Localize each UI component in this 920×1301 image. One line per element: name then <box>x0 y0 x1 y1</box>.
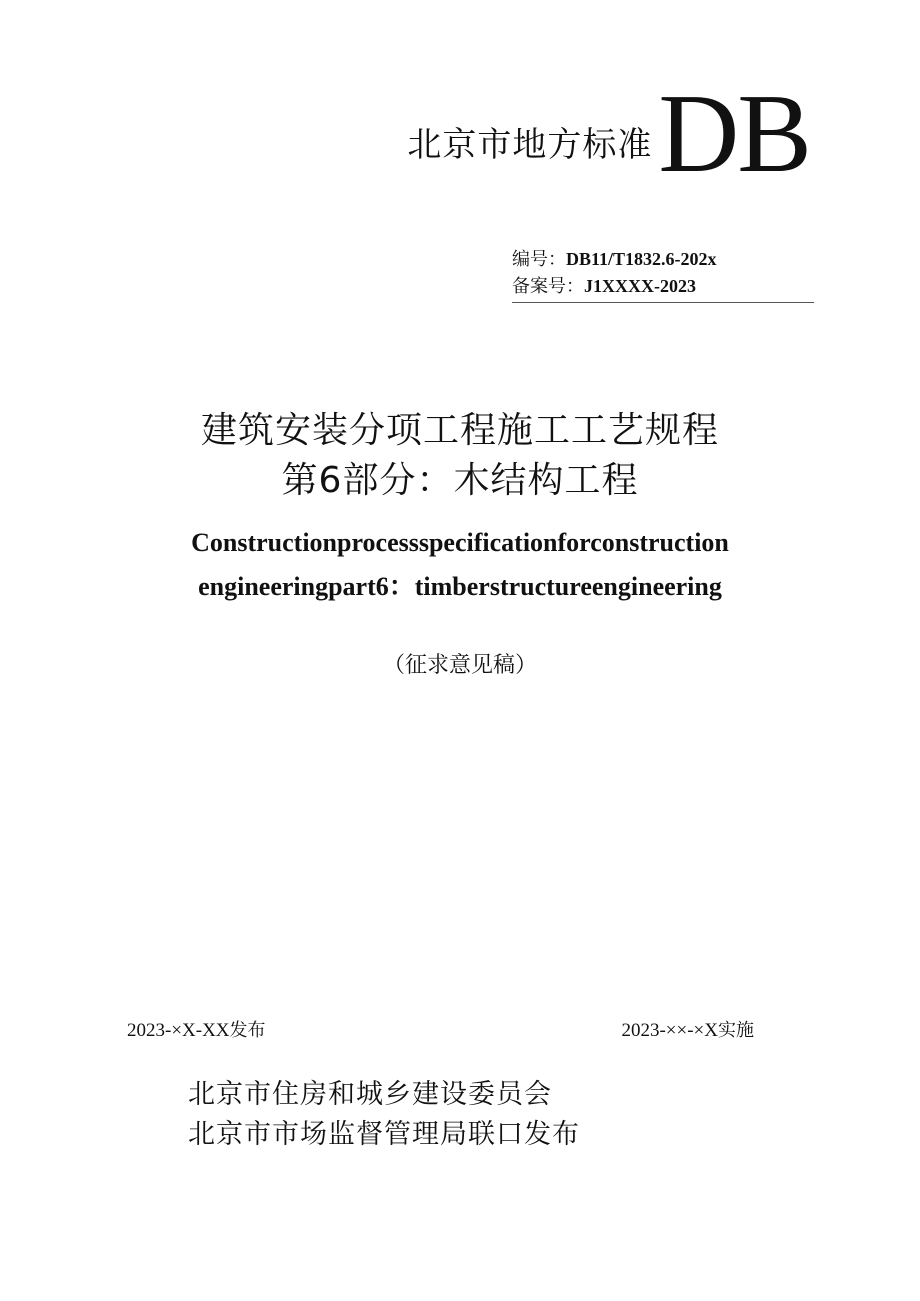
issuer-line2: 北京市市场监督管理局联口发布 <box>188 1119 580 1150</box>
publish-date <box>127 1016 266 1042</box>
title-en-line2: engineeringpart6：timberstructureengineering <box>198 572 722 601</box>
title-cn-line1: 建筑安装分项工程施工工艺规程 <box>200 410 719 451</box>
publish-date-value: 2023-×X-XX <box>127 1020 230 1041</box>
draft-note: （征求意见稿） <box>382 653 537 678</box>
implement-label: 实施 <box>718 1020 754 1041</box>
publish-label: 发布 <box>229 1020 266 1041</box>
filing-number-row <box>512 273 814 300</box>
implement-date <box>621 1016 754 1042</box>
title-en-line1: Constructionprocessspecificationforconstruction <box>191 528 729 557</box>
title-cn-line2: 第6部分：木结构工程 <box>281 460 639 501</box>
standard-number-row <box>512 246 814 273</box>
standard-number-value: DB11/T1832.6-202x <box>566 249 717 269</box>
implement-date-value: 2023-××-×X <box>621 1020 718 1041</box>
filing-number-value: J1XXXX-2023 <box>584 276 696 296</box>
db-mark: DB <box>658 72 810 196</box>
standard-code-block <box>512 246 814 303</box>
standard-number-label: 编号： <box>512 249 566 270</box>
issuer-line1: 北京市住房和城乡建设委员会 <box>188 1079 552 1110</box>
standard-category-title: 北京市地方标准 <box>407 125 653 165</box>
document-header <box>407 72 810 196</box>
filing-number-label: 备案号： <box>512 276 584 297</box>
